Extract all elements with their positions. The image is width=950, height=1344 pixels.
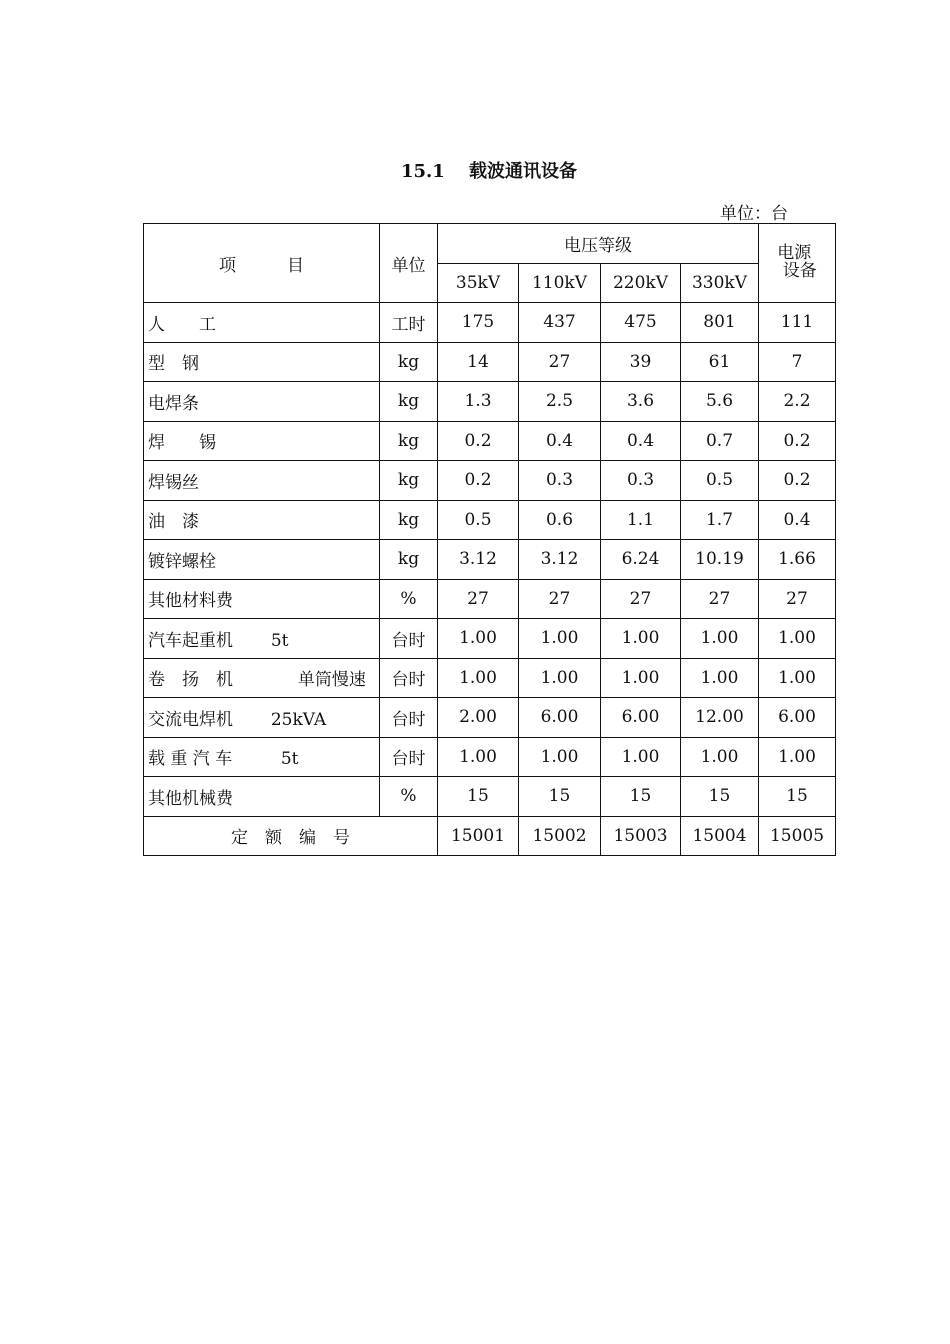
row-item-cell — [144, 540, 380, 580]
row-item-name: 其他材料费 — [148, 591, 233, 612]
row-item-cell — [144, 619, 380, 659]
unit-note: 单位：台 — [720, 204, 788, 224]
row-value: 111 — [759, 303, 836, 343]
row-item-cell — [144, 777, 380, 817]
row-value: 0.2 — [438, 421, 519, 461]
row-value: 1.66 — [759, 540, 836, 580]
row-value: 27 — [601, 579, 681, 619]
table-row — [144, 342, 836, 382]
row-value: 0.5 — [681, 461, 759, 501]
header-voltage-35kv: 35kV — [438, 263, 519, 303]
row-value: 1.7 — [681, 500, 759, 540]
row-value: 0.6 — [519, 500, 601, 540]
table-row — [144, 303, 836, 343]
header-power-supply — [759, 224, 836, 303]
quota-number-code: 15005 — [759, 816, 836, 856]
quota-number-code: 15004 — [681, 816, 759, 856]
row-value: 1.00 — [519, 737, 601, 777]
row-unit: kg — [380, 461, 438, 501]
row-value: 1.00 — [519, 619, 601, 659]
row-item-cell — [144, 698, 380, 738]
row-unit: 工时 — [380, 303, 438, 343]
row-item-cell — [144, 737, 380, 777]
row-value: 2.5 — [519, 382, 601, 422]
row-value: 27 — [438, 579, 519, 619]
row-value: 1.00 — [681, 619, 759, 659]
row-value: 0.3 — [519, 461, 601, 501]
row-item-name: 卷 扬 机 — [148, 670, 233, 691]
row-value: 1.00 — [759, 619, 836, 659]
row-value: 475 — [601, 303, 681, 343]
row-value: 12.00 — [681, 698, 759, 738]
row-value: 0.2 — [438, 461, 519, 501]
row-item-name: 焊 锡 — [148, 433, 216, 454]
row-value: 10.19 — [681, 540, 759, 580]
quota-number-code: 15001 — [438, 816, 519, 856]
row-unit: kg — [380, 382, 438, 422]
row-value: 15 — [681, 777, 759, 817]
row-value: 1.00 — [601, 737, 681, 777]
row-item-cell — [144, 461, 380, 501]
row-item-name: 人 工 — [148, 314, 216, 335]
row-value: 0.4 — [601, 421, 681, 461]
row-unit: kg — [380, 342, 438, 382]
row-value: 0.2 — [759, 461, 836, 501]
quota-number-label: 定 额 编 号 — [144, 816, 438, 856]
row-item-name: 汽车起重机 — [148, 630, 233, 651]
row-value: 39 — [601, 342, 681, 382]
table-row — [144, 540, 836, 580]
row-item-name: 交流电焊机 — [148, 709, 233, 730]
row-value: 3.12 — [519, 540, 601, 580]
row-item-cell — [144, 382, 380, 422]
row-value: 15 — [438, 777, 519, 817]
row-value: 14 — [438, 342, 519, 382]
row-value: 5.6 — [681, 382, 759, 422]
row-item-spec: 单筒慢速 — [233, 670, 366, 691]
row-value: 1.00 — [438, 658, 519, 698]
row-value: 6.24 — [601, 540, 681, 580]
quota-table — [143, 223, 836, 856]
row-item-name: 型 钢 — [148, 354, 199, 375]
row-item-cell — [144, 303, 380, 343]
row-value: 0.4 — [759, 500, 836, 540]
row-value: 0.2 — [759, 421, 836, 461]
table-row — [144, 737, 836, 777]
row-value: 15 — [601, 777, 681, 817]
row-unit: kg — [380, 421, 438, 461]
row-item-name: 载 重 汽 车 — [148, 749, 233, 770]
row-item-cell — [144, 579, 380, 619]
header-row-1 — [144, 224, 836, 264]
row-value: 1.00 — [759, 658, 836, 698]
row-value: 6.00 — [519, 698, 601, 738]
row-value: 27 — [519, 342, 601, 382]
header-power-line1: 电源 — [777, 243, 812, 264]
row-item-spec: 25kVA — [233, 709, 327, 730]
row-item-cell — [144, 500, 380, 540]
row-item-name: 其他机械费 — [148, 788, 233, 809]
row-value: 6.00 — [759, 698, 836, 738]
row-value: 0.5 — [438, 500, 519, 540]
row-value: 2.2 — [759, 382, 836, 422]
row-value: 15 — [759, 777, 836, 817]
row-item-cell — [144, 421, 380, 461]
row-unit: 台时 — [380, 619, 438, 659]
row-value: 7 — [759, 342, 836, 382]
row-value: 2.00 — [438, 698, 519, 738]
row-item-name: 镀锌螺栓 — [148, 551, 216, 572]
header-item: 项 目 — [144, 224, 380, 303]
row-value: 437 — [519, 303, 601, 343]
row-value: 27 — [681, 579, 759, 619]
quota-number-code: 15002 — [519, 816, 601, 856]
row-value: 1.3 — [438, 382, 519, 422]
header-unit: 单位 — [380, 224, 438, 303]
header-power-line2: 设备 — [777, 260, 817, 281]
table-row — [144, 382, 836, 422]
row-unit: % — [380, 777, 438, 817]
row-value: 61 — [681, 342, 759, 382]
row-item-cell — [144, 658, 380, 698]
row-value: 1.00 — [438, 737, 519, 777]
row-value: 1.00 — [438, 619, 519, 659]
row-value: 6.00 — [601, 698, 681, 738]
header-voltage-group: 电压等级 — [438, 224, 759, 264]
row-value: 3.6 — [601, 382, 681, 422]
table-row — [144, 658, 836, 698]
row-unit: 台时 — [380, 658, 438, 698]
table-row — [144, 698, 836, 738]
row-value: 3.12 — [438, 540, 519, 580]
row-value: 0.7 — [681, 421, 759, 461]
quota-number-code: 15003 — [601, 816, 681, 856]
row-unit: 台时 — [380, 698, 438, 738]
table-row — [144, 421, 836, 461]
row-value: 801 — [681, 303, 759, 343]
footer-row — [144, 816, 836, 856]
row-value: 0.4 — [519, 421, 601, 461]
row-item-spec: 5t — [232, 749, 299, 770]
row-value: 1.00 — [601, 658, 681, 698]
row-item-cell — [144, 342, 380, 382]
header-voltage-110kv: 110kV — [519, 263, 601, 303]
row-unit: % — [380, 579, 438, 619]
table-row — [144, 777, 836, 817]
row-value: 1.00 — [759, 737, 836, 777]
row-value: 1.1 — [601, 500, 681, 540]
page-title: 15.1 载波通讯设备 — [400, 161, 578, 182]
table-row — [144, 500, 836, 540]
row-value: 27 — [519, 579, 601, 619]
table-row — [144, 619, 836, 659]
row-item-spec: 5t — [233, 630, 289, 651]
row-item-name: 电焊条 — [148, 393, 199, 414]
row-unit: kg — [380, 540, 438, 580]
table-row — [144, 579, 836, 619]
header-voltage-220kv: 220kV — [601, 263, 681, 303]
row-value: 175 — [438, 303, 519, 343]
row-value: 27 — [759, 579, 836, 619]
row-value: 1.00 — [519, 658, 601, 698]
row-value: 1.00 — [681, 737, 759, 777]
row-value: 1.00 — [681, 658, 759, 698]
row-unit: 台时 — [380, 737, 438, 777]
row-value: 1.00 — [601, 619, 681, 659]
row-value: 15 — [519, 777, 601, 817]
row-unit: kg — [380, 500, 438, 540]
row-item-name: 焊锡丝 — [148, 472, 199, 493]
header-voltage-330kv: 330kV — [681, 263, 759, 303]
row-value: 0.3 — [601, 461, 681, 501]
table-row — [144, 461, 836, 501]
row-item-name: 油 漆 — [148, 512, 199, 533]
